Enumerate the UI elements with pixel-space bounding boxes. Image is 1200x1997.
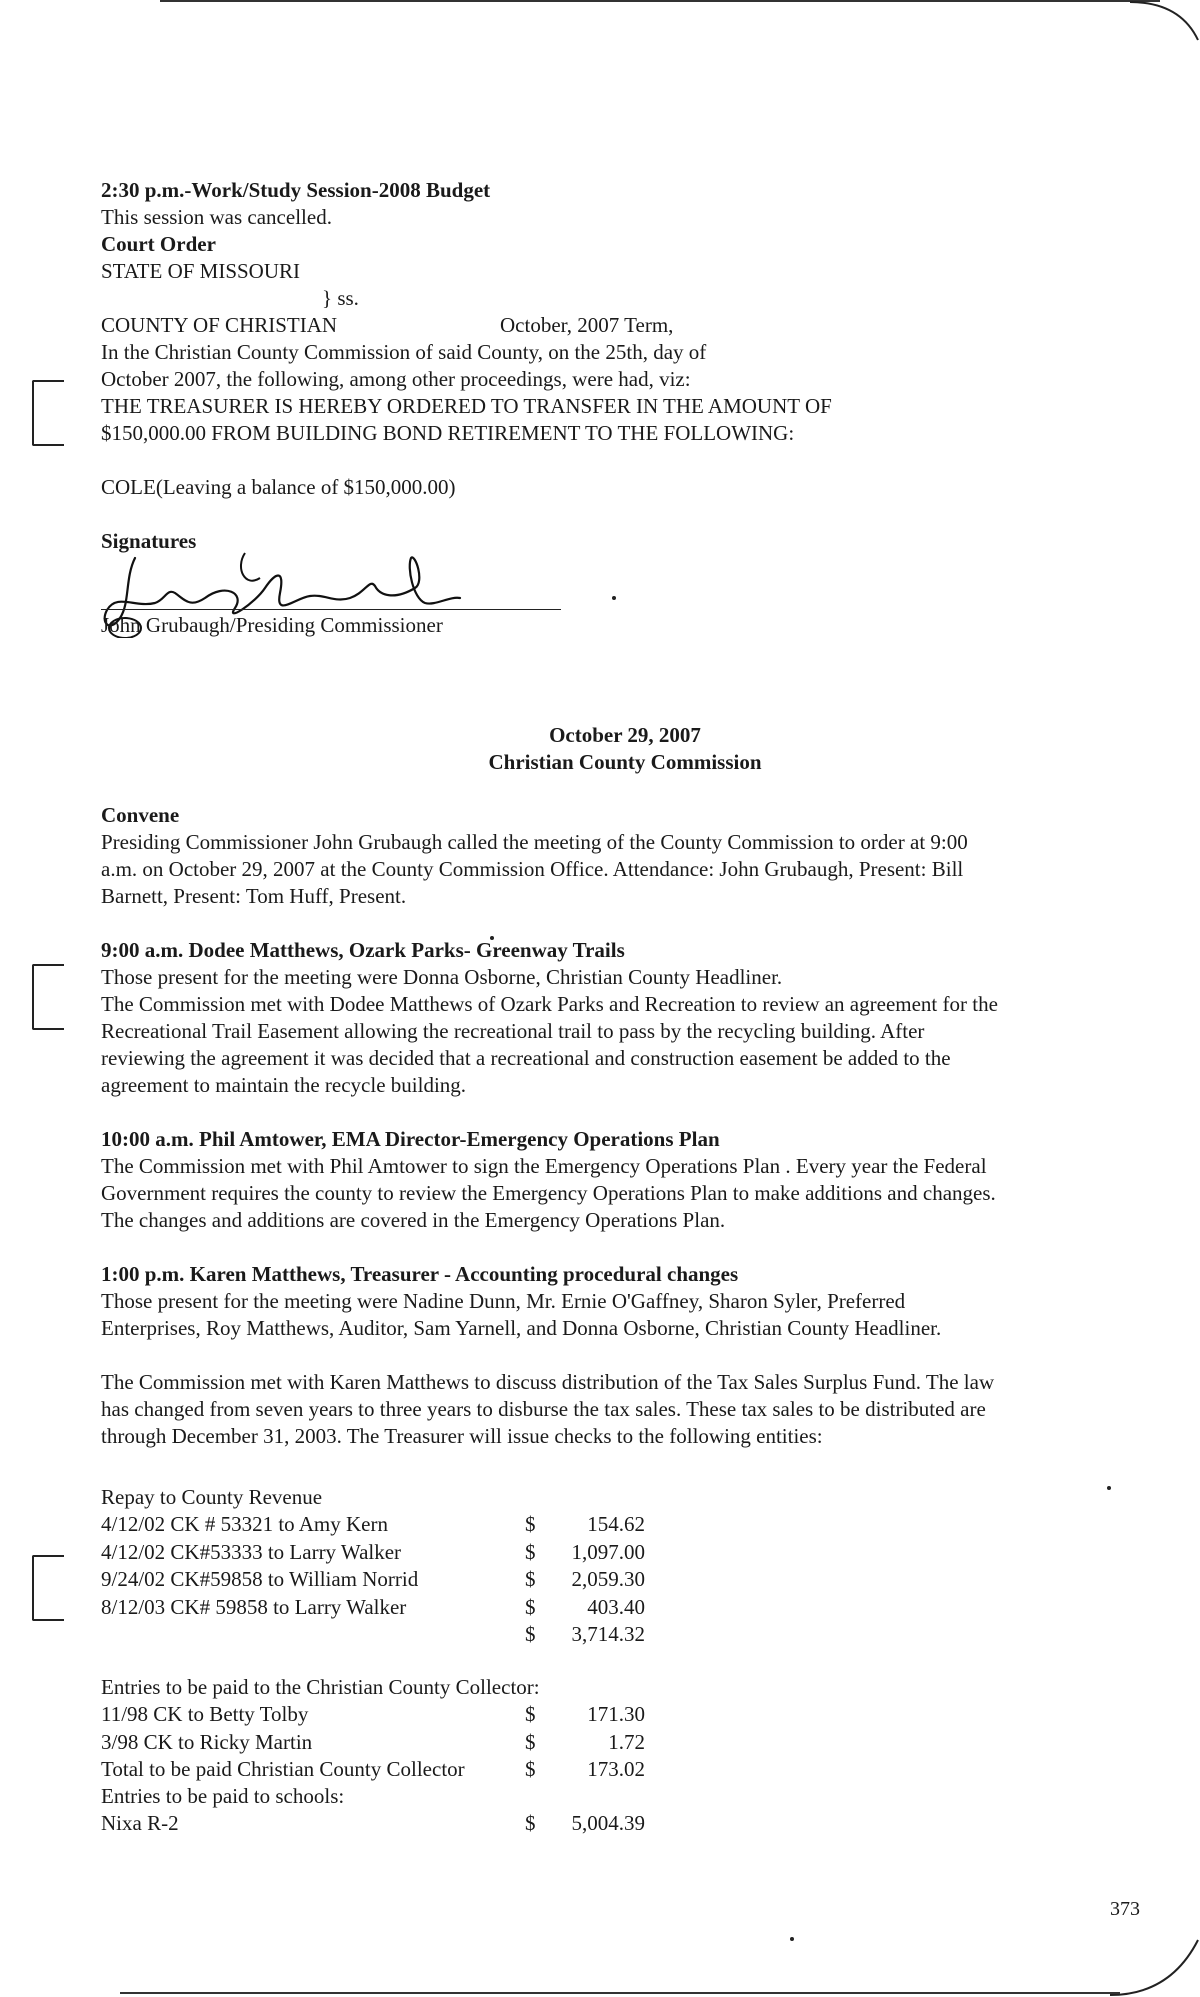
term-line: October, 2007 Term,	[500, 313, 674, 337]
session-cancelled-text: This session was cancelled.	[101, 205, 332, 229]
order-text: THE TREASURER IS HEREBY ORDERED TO TRANSFER IN THE AMOUNT OF	[101, 394, 832, 418]
cole-line: COLE(Leaving a balance of $150,000.00)	[101, 475, 456, 499]
signatures-heading: Signatures	[101, 529, 197, 553]
order-text: $150,000.00 FROM BUILDING BOND RETIREMENT TO THE FOLLOWING:	[101, 421, 795, 445]
ledger-desc: 9/24/02 CK#59858 to William Norrid	[101, 1567, 419, 1591]
meeting-body: Christian County Commission	[488, 750, 762, 774]
agenda-item-text: agreement to maintain the recycle building.	[101, 1073, 467, 1097]
ledger-desc: 8/12/03 CK# 59858 to Larry Walker	[101, 1594, 407, 1619]
ledger-desc: 11/98 CK to Betty Tolby	[101, 1702, 309, 1726]
scan-bottom-edge	[120, 1992, 1120, 1994]
schools-title: Entries to be paid to schools:	[101, 1784, 345, 1808]
court-order-heading: Court Order	[101, 232, 216, 256]
ss-mark: } ss.	[322, 286, 359, 310]
agenda-item-text: The Commission met with Karen Matthews to discuss distribution of the Tax Sales Surplus Fund. The law	[101, 1370, 995, 1394]
ledger-currency: $	[525, 1594, 536, 1619]
page-corner-curl-bottom	[1110, 1920, 1200, 1997]
ledger-currency: $	[525, 1567, 536, 1591]
binder-hole-mark	[32, 1555, 56, 1621]
session-heading: 2:30 p.m.-Work/Study Session-2008 Budget	[101, 178, 491, 202]
agenda-item-heading: 10:00 a.m. Phil Amtower, EMA Director-Emergency Operations Plan	[101, 1127, 720, 1151]
ledger-total-amount: 3,714.32	[571, 1622, 645, 1646]
agenda-item-text: reviewing the agreement it was decided that a recreational and construction easement be added to the	[101, 1046, 951, 1070]
ledger-currency: $	[525, 1729, 536, 1754]
collector-title: Entries to be paid to the Christian County Collector:	[101, 1675, 540, 1699]
ledger-amount: 2,059.30	[571, 1567, 645, 1591]
page-number: 373	[1110, 1898, 1140, 1920]
signer-name: John Grubaugh/Presiding Commissioner	[101, 613, 443, 637]
agenda-item-text: Those present for the meeting were Donna Osborne, Christian County Headliner.	[101, 965, 783, 989]
ledger-currency: $	[525, 1622, 536, 1646]
ledger-currency: $	[525, 1702, 536, 1726]
court-order-text: In the Christian County Commission of said County, on the 25th, day of	[101, 340, 707, 364]
agenda-item-text: has changed from seven years to three years to disburse the tax sales. These tax sales to be distributed are	[101, 1397, 986, 1421]
ledger-amount: 1,097.00	[571, 1539, 645, 1564]
ledger-desc: 4/12/02 CK # 53321 to Amy Kern	[101, 1512, 388, 1536]
ledger-total-amount: 173.02	[587, 1757, 645, 1781]
convene-text: a.m. on October 29, 2007 at the County Commission Office. Attendance: John Grubaugh, Present: Bill	[101, 857, 964, 881]
convene-text: Barnett, Present: Tom Huff, Present.	[101, 884, 407, 908]
binder-hole-mark	[32, 964, 56, 1030]
agenda-item-text: Enterprises, Roy Matthews, Auditor, Sam Yarnell, and Donna Osborne, Christian County Headliner.	[101, 1316, 942, 1340]
county-line: COUNTY OF CHRISTIAN	[101, 313, 338, 337]
agenda-item-heading: 9:00 a.m. Dodee Matthews, Ozark Parks- Greenway Trails	[101, 938, 625, 962]
scan-top-edge	[160, 0, 1160, 2]
ledger-amount: 154.62	[587, 1512, 645, 1536]
ledger-amount: 403.40	[587, 1594, 645, 1619]
agenda-item-text: Recreational Trail Easement allowing the recreational trail to pass by the recycling building. After	[101, 1019, 925, 1043]
scan-speck	[790, 1937, 794, 1941]
ledger-currency: $	[525, 1811, 536, 1835]
agenda-item-text: Those present for the meeting were Nadine Dunn, Mr. Ernie O'Gaffney, Sharon Syler, Preferred	[101, 1289, 906, 1313]
agenda-item-text: The Commission met with Phil Amtower to sign the Emergency Operations Plan . Every year the Federal	[101, 1154, 987, 1178]
ledger-desc: Total to be paid Christian County Collector	[101, 1757, 465, 1781]
convene-text: Presiding Commissioner John Grubaugh called the meeting of the County Commission to order at 9:00	[101, 830, 968, 854]
binder-hole-mark	[32, 380, 56, 446]
state-line: STATE OF MISSOURI	[101, 259, 301, 283]
ledger-amount: 171.30	[587, 1702, 645, 1726]
ledger-currency: $	[525, 1757, 536, 1781]
convene-heading: Convene	[101, 803, 180, 827]
ledger-currency: $	[525, 1512, 536, 1536]
court-order-text: October 2007, the following, among other proceedings, were had, viz:	[101, 367, 691, 391]
agenda-item-text: The Commission met with Dodee Matthews of Ozark Parks and Recreation to review an agreement for the	[101, 992, 998, 1016]
ledger-amount: 5,004.39	[571, 1811, 645, 1835]
ledger-desc: 4/12/02 CK#53333 to Larry Walker	[101, 1539, 402, 1564]
ledger-desc: Nixa R-2	[101, 1811, 179, 1835]
ledger-currency: $	[525, 1539, 536, 1564]
agenda-item-heading: 1:00 p.m. Karen Matthews, Treasurer - Accounting procedural changes	[101, 1262, 739, 1286]
meeting-date: October 29, 2007	[549, 723, 701, 747]
agenda-item-text: The changes and additions are covered in the Emergency Operations Plan.	[101, 1208, 726, 1232]
signature-line	[101, 609, 561, 610]
agenda-item-text: Government requires the county to review the Emergency Operations Plan to make additions and changes.	[101, 1181, 996, 1205]
ledger-amount: 1.72	[608, 1729, 645, 1754]
agenda-item-text: through December 31, 2003. The Treasurer will issue checks to the following entities:	[101, 1424, 823, 1448]
ledger-desc: 3/98 CK to Ricky Martin	[101, 1729, 313, 1754]
scan-speck	[1107, 1486, 1111, 1490]
page-corner-curl	[1130, 0, 1200, 60]
repay-title: Repay to County Revenue	[101, 1485, 323, 1509]
scan-speck	[612, 596, 616, 600]
